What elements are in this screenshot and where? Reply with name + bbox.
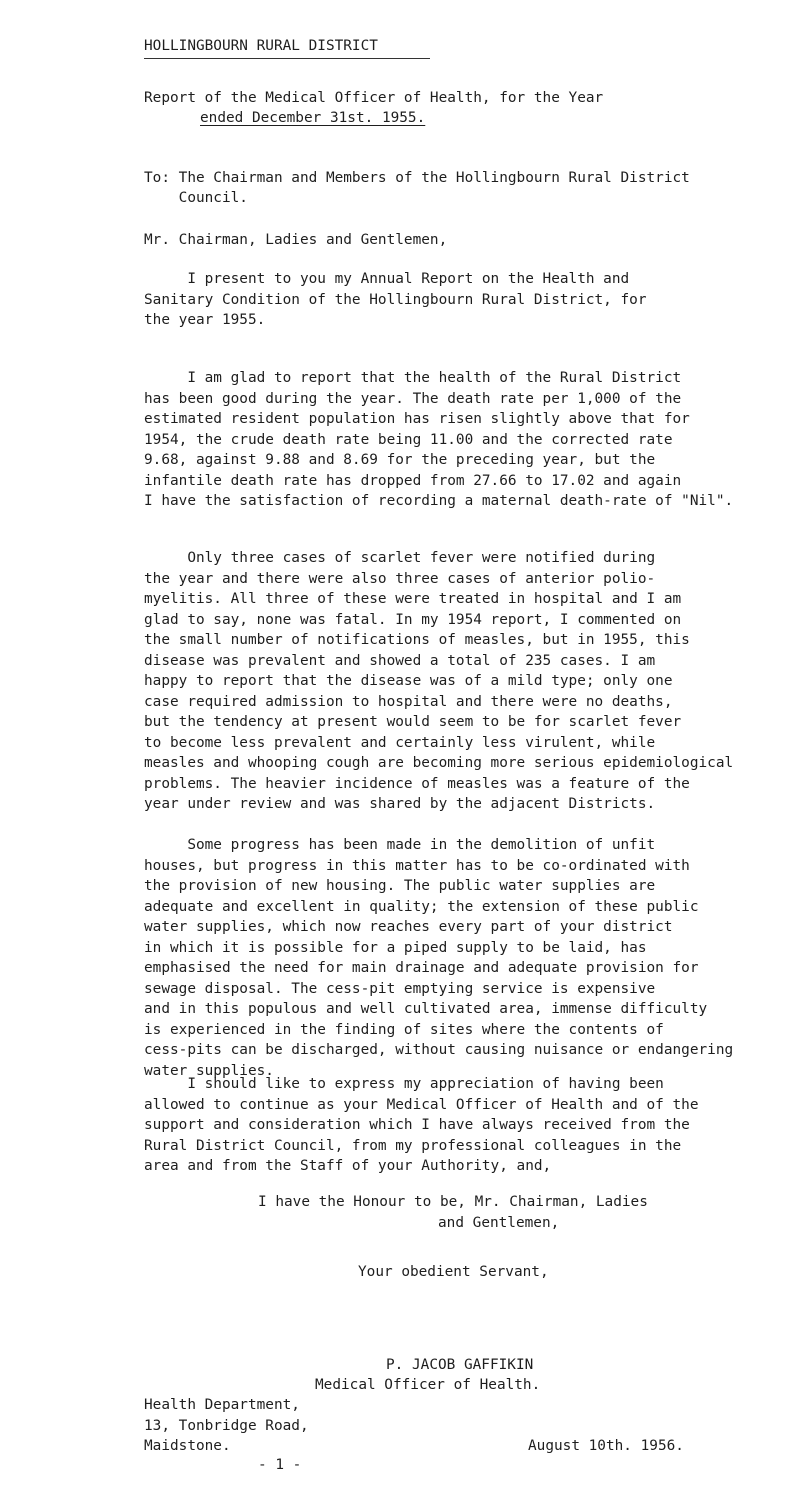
closing-obedient: Your obedient Servant, — [358, 1264, 549, 1280]
paragraph-appreciation: I should like to express my appreciation of having been allowed to continue as your Medical Officer of Health and of the support and consideration which I have always received from the Rural District Council, from my professional colleagues in the area and from the Staff of your Authority, and, — [144, 1076, 699, 1174]
closing-honour-line2: and Gentlemen, — [438, 1215, 560, 1231]
sender-address-line1: Health Department, — [144, 1397, 300, 1413]
signatory-name: P. JACOB GAFFIKIN — [386, 1357, 534, 1373]
report-title-line2: ended December 31st. 1955. — [200, 110, 426, 126]
addressee-line2: Council. — [144, 190, 248, 206]
report-title-line1: Report of the Medical Officer of Health, for the Year — [144, 90, 604, 106]
heading-underline — [144, 58, 430, 59]
paragraph-health: I am glad to report that the health of the Rural District has been good during the year. The death rate per 1,000 of the estimated resident population has risen slightly above that for 1954, the crude death rate being 11.00 and the corrected rate 9.68, against 9.88 and 8.69 for the preceding year, but the infantile death rate has dropped from 27.66 to 17.02 and again I have the satisfaction of recording a maternal death-rate of "Nil". — [144, 370, 734, 509]
closing-honour-line1: I have the Honour to be, Mr. Chairman, Ladies — [258, 1194, 648, 1210]
sender-address-line3: Maidstone. — [144, 1438, 231, 1454]
page-number: - 1 - — [258, 1457, 302, 1473]
paragraph-intro: I present to you my Annual Report on the Health and Sanitary Condition of the Hollingbourn Rural District, for the year 1955. — [144, 271, 647, 328]
sender-address-line2: 13, Tonbridge Road, — [144, 1418, 309, 1434]
addressee-line1: To: The Chairman and Members of the Hollingbourn Rural District — [144, 170, 690, 186]
district-heading: HOLLINGBOURN RURAL DISTRICT — [144, 38, 378, 54]
paragraph-infectious-disease: Only three cases of scarlet fever were notified during the year and there were also three cases of anterior polio- myelitis. All three of these were treated in hospital and I am glad to say, none was fatal. In my 1954 report, I commented on the small number of notifications of measles, but in 1955, this disease was prevalent and showed a total of 235 cases. I am happy to report that the disease was of a mild type; only one case required admission to hospital and there were no deaths, but the tendency at present would seem to be for scarlet fever to become less prevalent and certainly less virulent, while measles and whooping cough are becoming more serious epidemiological problems. The heavier incidence of measles was a feature of the year under review and was shared by the adjacent Districts. — [144, 550, 734, 812]
letter-date: August 10th. 1956. — [528, 1438, 684, 1454]
signatory-title: Medical Officer of Health. — [315, 1377, 541, 1393]
paragraph-housing-sanitation: Some progress has been made in the demolition of unfit houses, but progress in this matter has to be co-ordinated with the provision of new housing. The public water supplies are adequate and excellent in quality; the extension of these public water supplies, which now reaches every part of your district in which it is possible for a piped supply to be laid, has emphasised the need for main drainage and adequate provision for sewage disposal. The cess-pit emptying service is expensive and in this populous and well cultivated area, immense difficulty is experienced in the finding of sites where the contents of cess-pits can be discharged, without causing nuisance or endangering water supplies. — [144, 837, 734, 1079]
salutation: Mr. Chairman, Ladies and Gentlemen, — [144, 232, 448, 248]
